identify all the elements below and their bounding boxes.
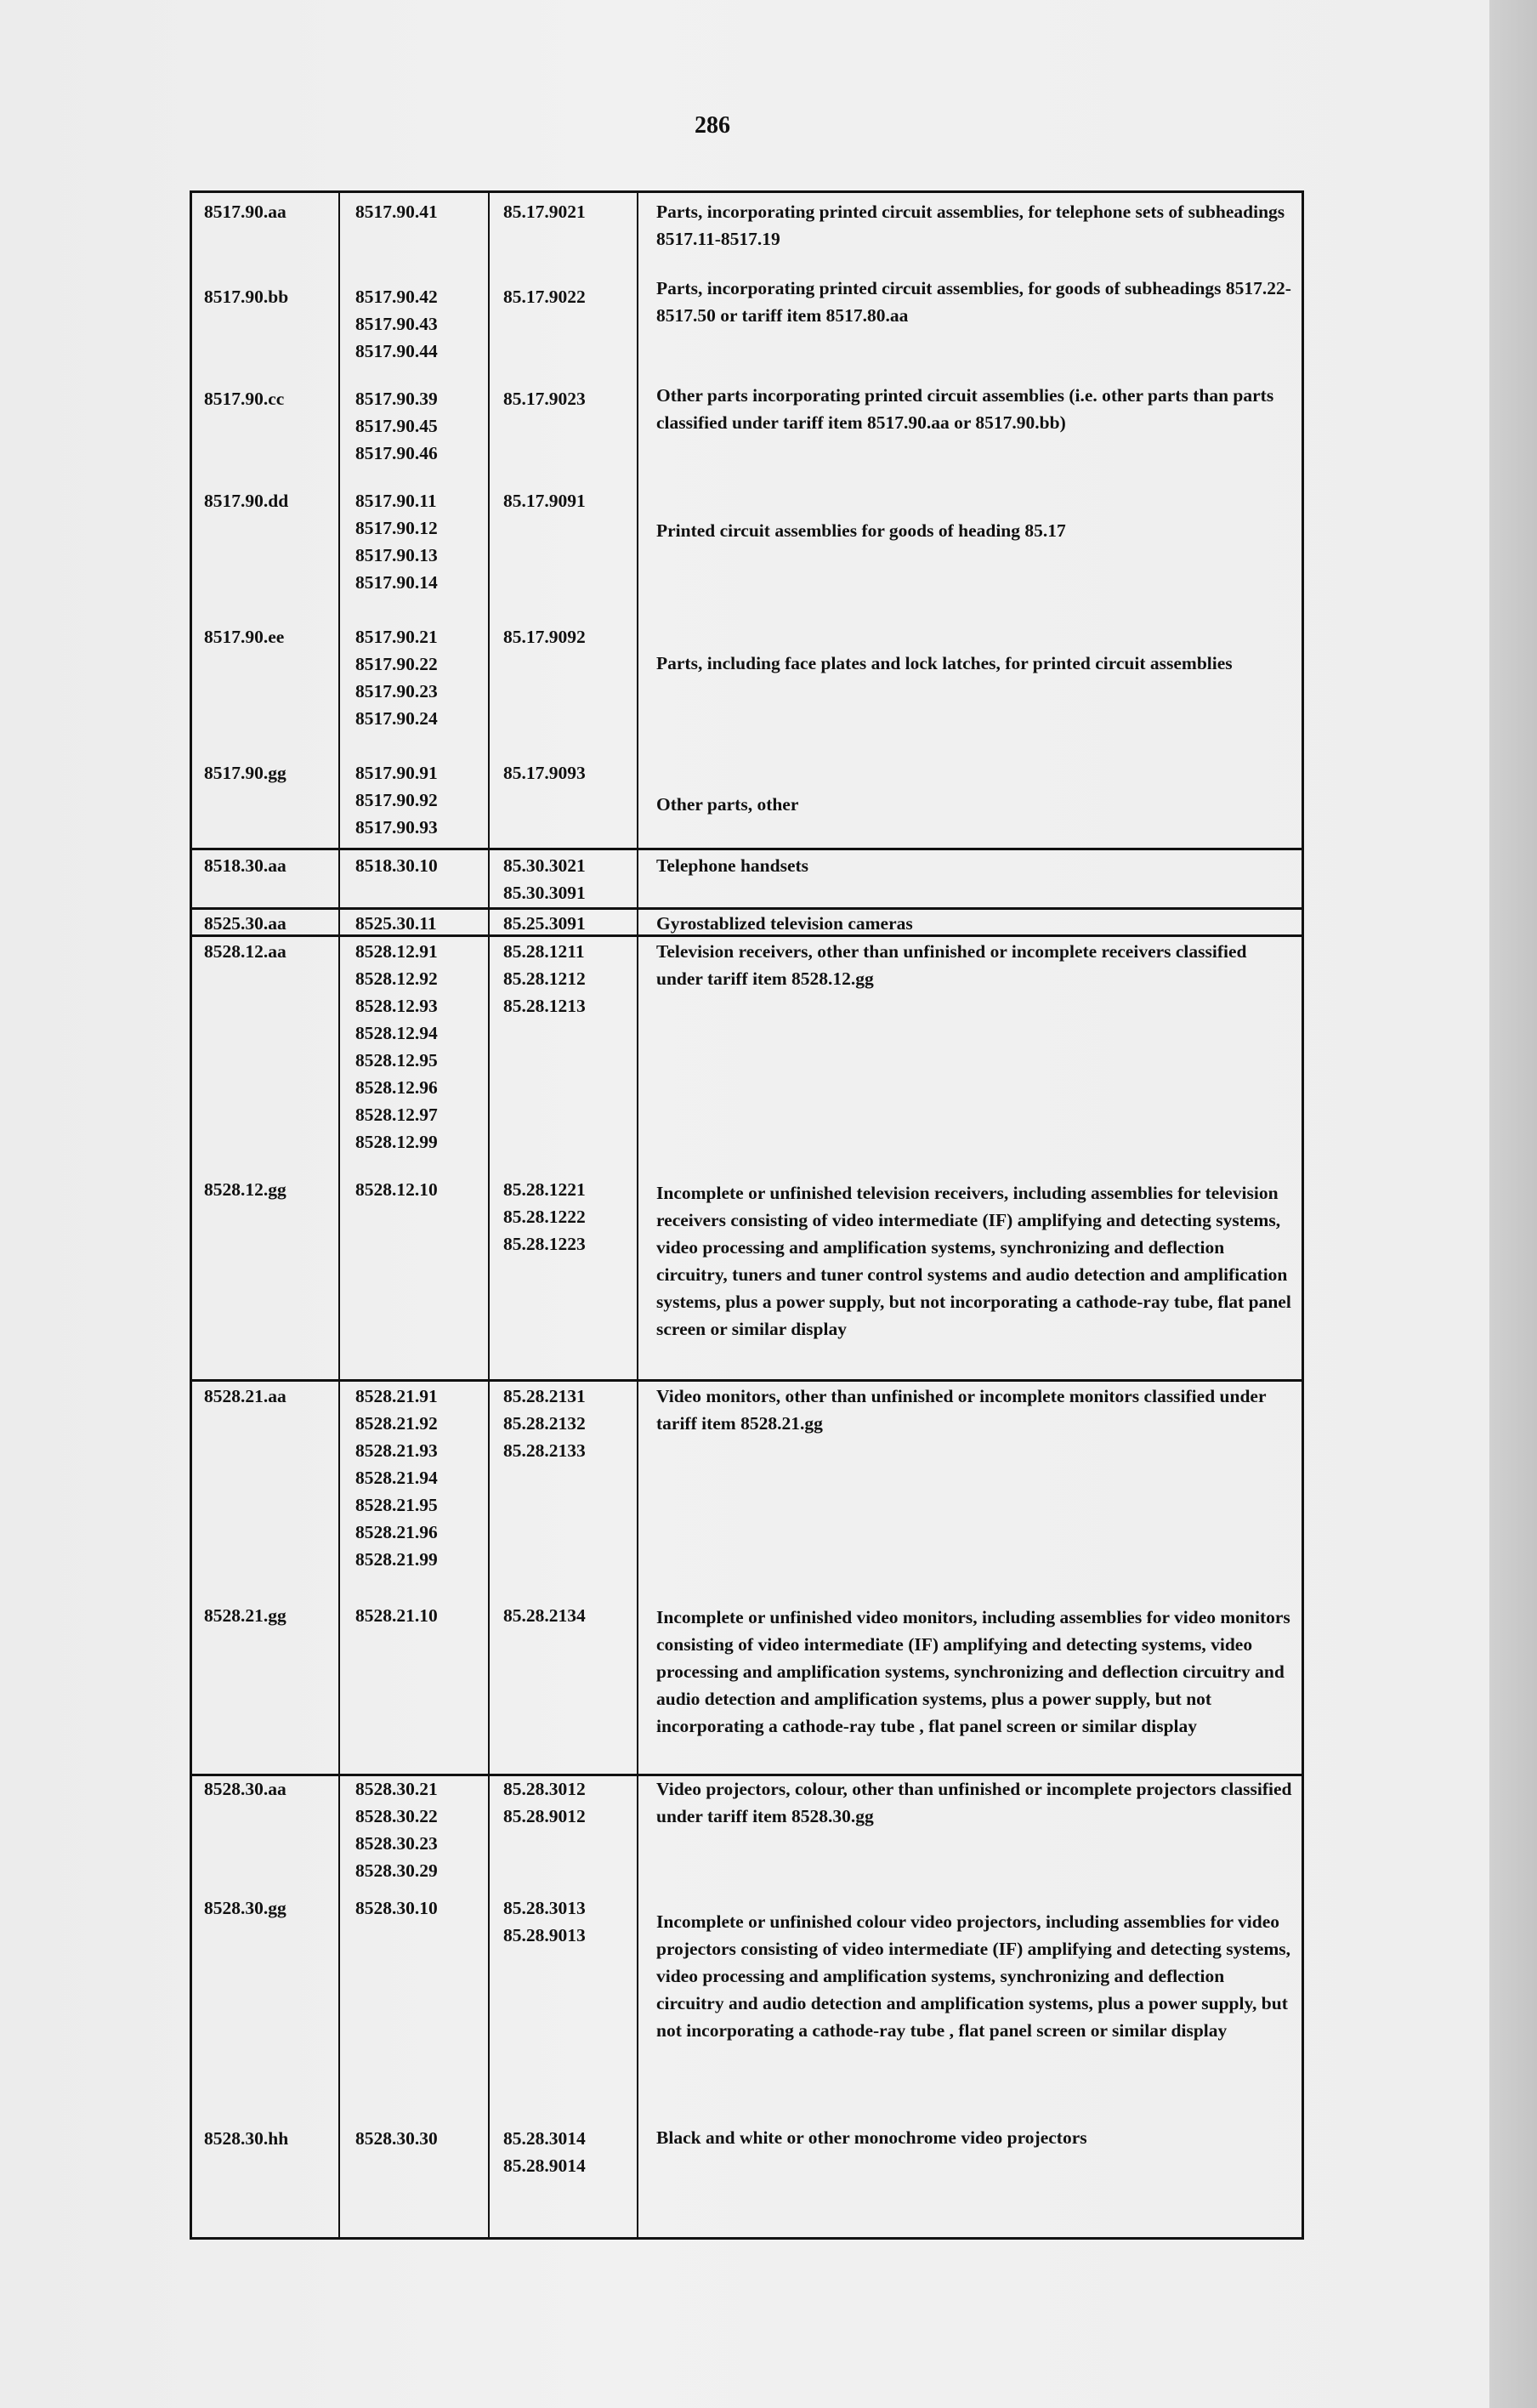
tariff-item-cell: 8518.30.10 (355, 855, 438, 876)
description-cell: Printed circuit assemblies for goods of heading 85.17 (656, 520, 1066, 541)
tariff-item-cell: 8528.30.10 (355, 1898, 438, 1918)
description-cell: Incomplete or unfinished television receivers, including assemblies for television receivers consisting of video intermediate (IF) amplifying and detecting systems, video processing and amplification systems, synchronizing and deflection circuitry, tuners and tuner control systems and audio detection and amplification systems, plus a power supply, but not incorporating a cathode-ray tube, flat panel screen or similar display (656, 1183, 1291, 1339)
column-divider (338, 193, 340, 2237)
tariff-item-cell: 8517.90.41 (355, 202, 438, 222)
tariff-item-cell: 8528.21.10 (355, 1605, 438, 1626)
heading-code-cell: 8528.30.gg (204, 1898, 286, 1918)
description-cell: Incomplete or unfinished colour video projectors, including assemblies for video projectors consisting of video intermediate (IF) amplifying and detecting systems, video processing and amplification systems, synchronizing and deflection circuitry and audio detection and amplification systems, plus a power supply, but not incorporating a cathode-ray tube , flat panel screen or similar display (656, 1911, 1291, 2041)
description-cell: Television receivers, other than unfinished or incomplete receivers classified under tariff item 8528.12.gg (656, 941, 1247, 989)
statistical-code-cell: 85.30.3021 85.30.3091 (503, 855, 586, 903)
statistical-code-cell: 85.28.3014 85.28.9014 (503, 2128, 586, 2176)
heading-code-cell: 8517.90.aa (204, 202, 286, 222)
page-edge (1489, 0, 1537, 2408)
tariff-item-cell: 8517.90.91 8517.90.92 8517.90.93 (355, 763, 438, 838)
tariff-item-cell: 8517.90.21 8517.90.22 8517.90.23 8517.90.24 (355, 627, 438, 729)
heading-code-cell: 8517.90.ee (204, 627, 285, 647)
statistical-code-cell: 85.25.3091 (503, 913, 586, 934)
heading-code-cell: 8517.90.dd (204, 491, 289, 511)
description-cell: Telephone handsets (656, 855, 809, 876)
description-cell: Parts, incorporating printed circuit assemblies, for telephone sets of subheadings 8517.11-8517.19 (656, 202, 1285, 249)
heading-code-cell: 8528.30.aa (204, 1779, 286, 1799)
statistical-code-cell: 85.28.1211 85.28.1212 85.28.1213 (503, 941, 586, 1016)
statistical-code-cell: 85.28.3012 85.28.9012 (503, 1779, 586, 1826)
heading-code-cell: 8517.90.bb (204, 287, 289, 307)
heading-code-cell: 8517.90.cc (204, 389, 285, 409)
heading-code-cell: 8517.90.gg (204, 763, 286, 783)
tariff-item-cell: 8528.21.91 8528.21.92 8528.21.93 8528.21.94 8528.21.95 8528.21.96 8528.21.99 (355, 1386, 438, 1570)
tariff-item-cell: 8528.30.21 8528.30.22 8528.30.23 8528.30.29 (355, 1779, 438, 1881)
heading-code-cell: 8528.12.gg (204, 1179, 286, 1200)
description-cell: Other parts incorporating printed circuit assemblies (i.e. other parts than parts classified under tariff item 8517.90.aa or 8517.90.bb) (656, 385, 1274, 433)
statistical-code-cell: 85.28.2131 85.28.2132 85.28.2133 (503, 1386, 586, 1461)
statistical-code-cell: 85.28.1221 85.28.1222 85.28.1223 (503, 1179, 586, 1254)
tariff-item-cell: 8517.90.39 8517.90.45 8517.90.46 (355, 389, 438, 463)
tariff-table (190, 190, 1304, 2240)
statistical-code-cell: 85.28.2134 (503, 1605, 586, 1626)
description-cell: Video monitors, other than unfinished or incomplete monitors classified under tariff item 8528.21.gg (656, 1386, 1267, 1434)
heading-code-cell: 8528.12.aa (204, 941, 286, 962)
tariff-item-cell: 8517.90.42 8517.90.43 8517.90.44 (355, 287, 438, 361)
description-cell: Parts, including face plates and lock latches, for printed circuit assemblies (656, 653, 1233, 673)
tariff-item-cell: 8528.30.30 (355, 2128, 438, 2149)
column-divider (488, 193, 490, 2237)
statistical-code-cell: 85.17.9093 (503, 763, 586, 783)
statistical-code-cell: 85.17.9091 (503, 491, 586, 511)
heading-code-cell: 8528.21.gg (204, 1605, 286, 1626)
statistical-code-cell: 85.17.9022 (503, 287, 586, 307)
tariff-item-cell: 8525.30.11 (355, 913, 437, 934)
tariff-item-cell: 8517.90.11 8517.90.12 8517.90.13 8517.90.14 (355, 491, 438, 593)
statistical-code-cell: 85.17.9021 (503, 202, 586, 222)
heading-code-cell: 8518.30.aa (204, 855, 286, 876)
heading-code-cell: 8528.30.hh (204, 2128, 289, 2149)
description-cell: Gyrostablized television cameras (656, 913, 913, 934)
column-divider (637, 193, 638, 2237)
description-cell: Parts, incorporating printed circuit assemblies, for goods of subheadings 8517.22-8517.50 or tariff item 8517.80.aa (656, 278, 1291, 326)
description-cell: Video projectors, colour, other than unfinished or incomplete projectors classified under tariff item 8528.30.gg (656, 1779, 1292, 1826)
page-number: 286 (695, 112, 730, 139)
description-cell: Other parts, other (656, 794, 799, 815)
row-separator (192, 848, 1302, 850)
statistical-code-cell: 85.17.9092 (503, 627, 586, 647)
statistical-code-cell: 85.17.9023 (503, 389, 586, 409)
heading-code-cell: 8525.30.aa (204, 913, 286, 934)
heading-code-cell: 8528.21.aa (204, 1386, 286, 1406)
tariff-item-cell: 8528.12.91 8528.12.92 8528.12.93 8528.12.94 8528.12.95 8528.12.96 8528.12.97 8528.12.99 (355, 941, 438, 1152)
description-cell: Black and white or other monochrome video projectors (656, 2127, 1087, 2148)
description-cell: Incomplete or unfinished video monitors, including assemblies for video monitors consisting of video intermediate (IF) amplifying and detecting systems, video processing and amplification systems, synchronizing and deflection circuitry and audio detection and amplification systems, plus a power supply, but not incorporating a cathode-ray tube , flat panel screen or similar display (656, 1607, 1290, 1736)
tariff-item-cell: 8528.12.10 (355, 1179, 438, 1200)
statistical-code-cell: 85.28.3013 85.28.9013 (503, 1898, 586, 1945)
row-separator (192, 1379, 1302, 1382)
